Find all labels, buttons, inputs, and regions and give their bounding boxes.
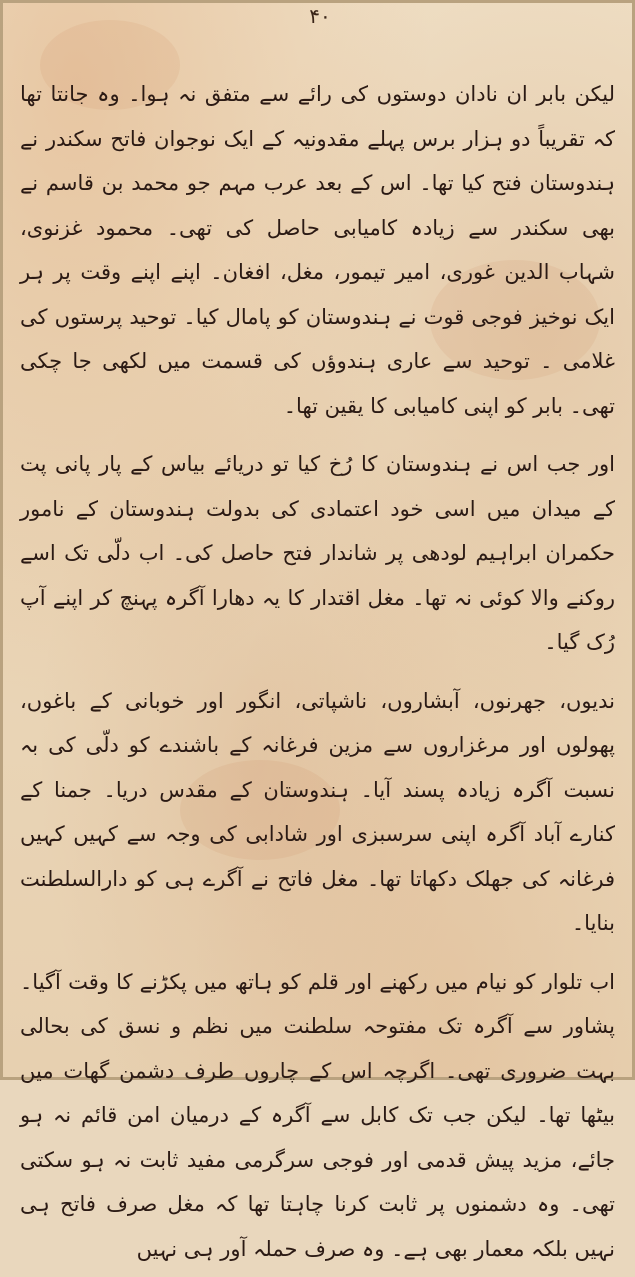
page-number: ۴۰: [309, 4, 331, 28]
page-body-text: [20, 72, 615, 1277]
paragraph-2: اور جب اس نے ہندوستان کا رُخ کیا تو دریائے بیاس کے پار پانی پت کے میدان میں اسی خود اعتمادی کی بدولت ہندوستان کے نامور حکمران ابراہیم لودھی پر شاندار فتح حاصل کی۔ اب دلّی تک اسے روکنے والا کوئی نہ تھا۔ مغل اقتدار کا یہ دھارا آگرہ پہنچ کر اپنے آپ رُک گیا۔: [20, 452, 615, 654]
paragraph-1: لیکن بابر ان نادان دوستوں کی رائے سے متفق نہ ہوا۔ وہ جانتا تھا کہ تقریباً دو ہزار برس پہلے مقدونیہ کے ایک نوجوان فاتح سکندر نے ہندوستان فتح کیا تھا۔ اس کے بعد عرب مہم جو محمد بن قاسم نے بھی سکندر سے زیادہ کامیابی حاصل کی تھی۔ محمود غزنوی، شہاب الدین غوری، امیر تیمور، مغل، افغان۔ اپنے اپنے وقت پر ہر ایک نوخیز فوجی قوت نے ہندوستان کو پامال کیا۔ توحید پرستوں کی غلامی ۔ توحید سے عاری ہندوؤں کی قسمت میں لکھی جا چکی تھی۔ بابر کو اپنی کامیابی کا یقین تھا۔: [20, 82, 615, 418]
paragraph-4: اب تلوار کو نیام میں رکھنے اور قلم کو ہاتھ میں پکڑنے کا وقت آگیا۔ پشاور سے آگرہ تک مفتوحہ سلطنت میں نظم و نسق کی بحالی بہت ضروری تھی۔ اگرچہ اس کے چاروں طرف دشمن گھات میں بیٹھا تھا۔ لیکن جب تک کابل سے آگرہ کے درمیان امن قائم نہ ہو جائے، مزید پیش قدمی اور فوجی سرگرمی مفید ثابت نہ ہو سکتی تھی۔ وہ دشمنوں پر ثابت کرنا چاہتا تھا کہ مغل صرف فاتح ہی نہیں بلکہ معمار بھی ہے۔ وہ صرف حملہ آور ہی نہیں: [20, 969, 615, 1261]
paragraph-3: ندیوں، جھرنوں، آبشاروں، ناشپاتی، انگور اور خوبانی کے باغوں، پھولوں اور مرغزاروں سے مزین فرغانہ کے باشندے کو دلّی کی بہ نسبت آگرہ زیادہ پسند آیا۔ ہندوستان کے مقدس دریا۔ جمنا کے کنارے آباد آگرہ اپنی سرسبزی اور شادابی کی وجہ سے کہیں کہیں فرغانہ کی جھلک دکھاتا تھا۔ مغل فاتح نے آگرے ہی کو دارالسلطنت بنایا۔: [20, 688, 615, 935]
